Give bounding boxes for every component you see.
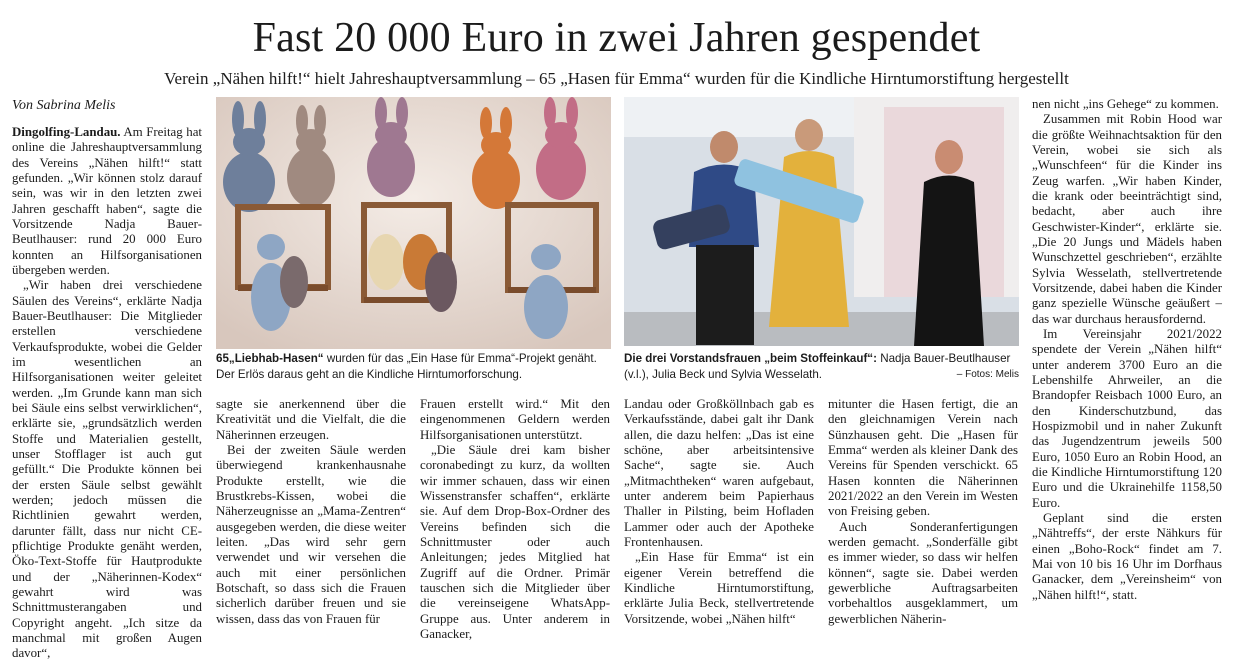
article-column-4 <box>624 397 814 633</box>
paragraph: Im Vereinsjahr 2021/2022 spendete der Verein „Nähen hilft“ unter anderem 3700 Euro an die Lebenshilfe Ahrweiler, an die Brandopfer Reisbach 1000 Euro, an den Kinderschutzbund, das Hospizmobil und in naher Zukunft das Jugendzentrum jeweils 500 Euro, 1050 Euro an Robin Hood, an die Kindliche Hirntumorstiftung 120 Euro und die Ukrainehilfe 1158,50 Euro. <box>1032 326 1222 510</box>
article-column-1 <box>12 125 202 661</box>
paragraph-text: Am Freitag hat online die Jahreshauptversammlung des Vereins „Nähen hilft!“ statt gefunden. „Wir können stolz darauf sein, was wir in den letzten zwei Jahren geschafft haben“, sagte die Vorsitzende Nadja Bauer-Beutlhauser: rund 20 000 Euro konnten an Hilfsorganisationen übergeben werden. <box>12 125 202 277</box>
photo-credit: – Fotos: Melis <box>956 368 1019 380</box>
caption-bold: 65„Liebhab-Hasen“ <box>216 352 324 365</box>
bunnies-illustration <box>216 97 611 349</box>
paragraph: Auch Sonderanfertigungen werden gemacht. „Sonderfälle gibt es immer wieder, so dass wir helfen können“, sagte sie. Dabei werden gewerbliche Auftragsarbeiten vorbehaltlos ausgeklammert, um gewerblichen Näherin- <box>828 519 1018 626</box>
paragraph: Bei der zweiten Säule werden überwiegend krankenhausnahe Produkte erstellt, wie die Brustkrebs-Kissen, wobei die Näherzeugnisse an „Mama-Zentren“ ausgegeben werden, die diese weiter leiten. „Das wird sehr gern verwendet und wir versehen die auch mit einer persönlichen Botschaft, so dass sich die Frauen sicherlich darüber freuen und sie wissen, dass das von Frauen für <box>216 442 406 626</box>
paragraph: mitunter die Hasen fertigt, die an den gleichnamigen Verein nach Sünzhausen geht. Die „Hasen für Emma“ werden als kleiner Dank des Vereins für Spenden verschickt. 65 Hasen konnten die Näherinnen 2021/2022 an den Verein im Westen von Freising geben. <box>828 397 1018 519</box>
paragraph: „Ein Hase für Emma“ ist ein eigener Verein betreffend die Kindliche Hirntumorstiftung, erklärte Julia Beck, stellvertretende Vorsitzende, wobei „Nähen hilft“ <box>624 550 814 626</box>
paragraph: Geplant sind die ersten „Nähtreffs“, der erste Nähkurs für einen „Boho-Rock“ findet am 7. Mai von 10 bis 16 Uhr im Dorfhaus Ganacker, dem „Vereinsheim“ von „Nähen hilft!“, statt. <box>1032 510 1222 602</box>
paragraph <box>12 125 202 278</box>
article-column-3 <box>420 397 610 641</box>
dateline: Dingolfing-Landau. <box>12 125 121 139</box>
caption-text: wurden für das „Ein Hase für Emma“-Projekt genäht. Der Erlös daraus geht an die Kindliche Hirntumorforschung. <box>216 352 597 381</box>
subheadline: Verein „Nähen hilft!“ hielt Jahreshauptversammlung – 65 „Hasen für Emma“ wurden für die Kindliche Hirntumorstiftung hergestellt <box>164 69 1069 88</box>
paragraph: „Die Säule drei kam bisher coronabedingt zu kurz, da wollten wir immer schauen, dass wir einen Wissenstransfer schaffen“, erklärte sie. Auf dem Drop-Box-Ordner des Vereins befinden sich die Schnittmuster oder auch Anleitungen; jedes Mitglied hat Zugriff auf die Ordner. Primär tauschen sich die Mitglieder über die vereinseigene WhatsApp-Gruppe aus. Unter anderem in Ganacker, <box>420 442 610 641</box>
paragraph: „Wir haben drei verschiedene Säulen des Vereins“, erklärte Nadja Bauer-Beutlhauser: Die Mitglieder erstellen verschiedene Verkaufsprodukte, wobei die Gelder im wesentlichen an Hilfsorganisationen weiter geleitet werden. „Im Grunde kann man sich bei Säule eins selbst verwirklichen“, erklärte sie, „grundsätzlich werden Stoffe und Materialien gestellt, unser Stofflager ist auch gut gefüllt.“ Die Produkte können bei der ersten Säule selbst gewählt werden; jedoch müssen die Richtlinien gewahrt werden, darunter fällt, dass nur nicht CE-pflichtige Produkte genäht werden, Öko-Text-Stoffe für Hautprodukte und der „Näherinnen-Kodex“ gewahrt wird was Schnittmusterangaben und Copyright angeht. „Ich sitze da manchmal mit großen Augen davor“, <box>12 278 202 661</box>
article-column-5 <box>828 397 1018 633</box>
byline: Von Sabrina Melis <box>12 98 116 113</box>
board-members-photo <box>624 97 1019 346</box>
paragraph: Frauen erstellt wird.“ Mit den eingenommenen Geldern werden Hilfsorganisationen unterstützt. <box>420 397 610 442</box>
paragraph: sagte sie anerkennend über die Kreativität und die Vielfalt, die die Näherinnen erzeugen. <box>216 397 406 442</box>
article-column-2 <box>216 397 406 633</box>
paragraph: nen nicht „ins Gehege“ zu kommen. <box>1032 97 1219 111</box>
caption-text: Nadja Bauer-Beutlhauser (v.l.), Julia Beck und Sylvia Wesselath. <box>624 352 1011 381</box>
board-members-caption <box>624 351 1019 382</box>
bunnies-caption <box>216 351 611 382</box>
board-members-illustration <box>624 97 1019 346</box>
bunnies-photo <box>216 97 611 349</box>
paragraph: Zusammen mit Robin Hood war die größte Weihnachtsaktion für den Verein, wobei sie sich als „Wunschfeen“ für die Kinder ins Zeug warfen. „Wir haben Kinder, die krank oder beeinträchtigt sind, bedacht, aber auch ihre Geschwister-Kinder“, erklärte sie. „Die 20 Jungs und Mädels haben Wunschzettel geschrieben“, erzählte Sylvia Wesselath, stellvertretende Vorsitzende, dabei haben die Kinder ganz spezielle Wünsche geäußert – das war durchaus herausfordernd. <box>1032 112 1222 326</box>
caption-bold: Die drei Vorstandsfrauen „beim Stoffeinkauf“: <box>624 352 877 365</box>
article-column-6 <box>1032 97 1222 633</box>
paragraph: Landau oder Großköllnbach gab es Verkaufsstände, dabei galt ihr Dank allen, die dazu helfen: „Das ist eine schöne, aber arbeitsintensive Sache“, sagte sie. Auch „Mitmachtheken“ waren aufgebaut, unter anderem beim Papierhaus Thaller in Pilsting, beim Hofladen Lammer oder auch der Apotheke Frontenhausen. <box>624 397 814 549</box>
headline: Fast 20 000 Euro in zwei Jahren gespendet <box>252 15 981 61</box>
